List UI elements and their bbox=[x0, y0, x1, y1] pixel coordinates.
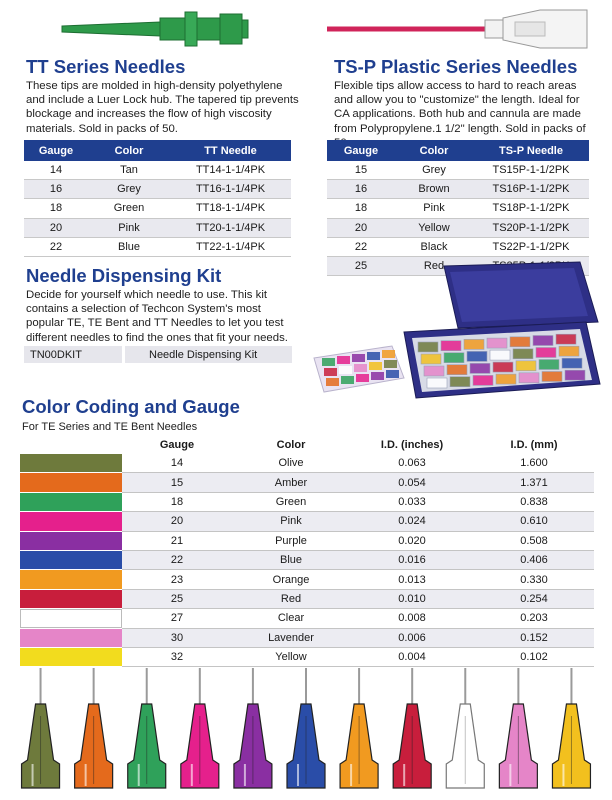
tt-header-color: Color bbox=[88, 140, 170, 161]
table-row bbox=[24, 237, 291, 256]
part-number-cell: TS16P-1-1/2PK bbox=[473, 180, 589, 199]
tt-table bbox=[24, 140, 291, 257]
tsp-header-gauge: Gauge bbox=[327, 140, 395, 161]
needle-illustration bbox=[128, 668, 166, 788]
needle-illustration bbox=[446, 668, 484, 788]
color-swatch bbox=[20, 454, 122, 473]
id-inches-cell: 0.024 bbox=[350, 512, 474, 531]
needle-illustration bbox=[499, 668, 537, 788]
table-row bbox=[20, 589, 594, 608]
gauge-cell: 32 bbox=[122, 647, 232, 666]
color-cell: Yellow bbox=[395, 218, 473, 237]
kit-case-image bbox=[308, 258, 604, 410]
color-cell: Brown bbox=[395, 180, 473, 199]
needle-illustration bbox=[181, 668, 219, 788]
gauge-cell: 18 bbox=[327, 199, 395, 218]
color-swatch bbox=[20, 570, 122, 589]
id-mm-cell: 0.838 bbox=[474, 492, 594, 511]
needle-illustration bbox=[234, 668, 272, 788]
gauge-cell: 22 bbox=[327, 237, 395, 256]
gauge-cell: 20 bbox=[122, 512, 232, 531]
needle-illustration bbox=[287, 668, 325, 788]
color-swatch bbox=[20, 492, 122, 511]
table-row bbox=[24, 161, 291, 180]
id-mm-cell: 0.102 bbox=[474, 647, 594, 666]
id-mm-cell: 0.610 bbox=[474, 512, 594, 531]
table-row bbox=[327, 199, 589, 218]
gauge-cell: 20 bbox=[24, 218, 88, 237]
part-number-cell: TS22P-1-1/2PK bbox=[473, 237, 589, 256]
gauge-cell: 21 bbox=[122, 531, 232, 550]
table-row bbox=[327, 180, 589, 199]
color-coding-title: Color Coding and Gauge bbox=[22, 396, 240, 417]
id-inches-cell: 0.008 bbox=[350, 609, 474, 628]
needle-illustration bbox=[22, 668, 60, 788]
part-number-cell: TS18P-1-1/2PK bbox=[473, 199, 589, 218]
color-swatch bbox=[20, 628, 122, 647]
id-mm-cell: 0.406 bbox=[474, 550, 594, 569]
color-swatch bbox=[20, 512, 122, 531]
kit-table bbox=[24, 346, 292, 363]
color-cell: Grey bbox=[395, 161, 473, 180]
table-row bbox=[24, 180, 291, 199]
id-inches-cell: 0.020 bbox=[350, 531, 474, 550]
needle-illustration bbox=[75, 668, 113, 788]
id-inches-cell: 0.004 bbox=[350, 647, 474, 666]
part-number-cell: TS15P-1-1/2PK bbox=[473, 161, 589, 180]
color-cell: Amber bbox=[232, 473, 350, 492]
gauge-cell: 23 bbox=[122, 570, 232, 589]
tt-description: These tips are molded in high-density polyethylene and include a Luer Lock hub. The tapered tip prevents blockage and increases the flow of high viscosity materials. Sold in packs of 50. bbox=[26, 80, 299, 135]
color-swatch bbox=[20, 589, 122, 608]
table-row bbox=[327, 218, 589, 237]
table-row bbox=[20, 531, 594, 550]
color-swatch bbox=[20, 609, 122, 628]
kit-name-cell: Needle Dispensing Kit bbox=[124, 346, 293, 363]
gauge-cell: 16 bbox=[327, 180, 395, 199]
color-cell: Green bbox=[88, 199, 170, 218]
id-inches-cell: 0.033 bbox=[350, 492, 474, 511]
id-mm-cell: 0.508 bbox=[474, 531, 594, 550]
cc-header-id-mm: I.D. (mm) bbox=[510, 439, 558, 451]
id-mm-cell: 0.254 bbox=[474, 589, 594, 608]
tsp-table bbox=[327, 140, 589, 276]
needle-row bbox=[14, 664, 598, 796]
needle-illustration bbox=[340, 668, 378, 788]
table-row bbox=[24, 199, 291, 218]
kit-part-cell: TN00DKIT bbox=[24, 346, 124, 363]
id-inches-cell: 0.016 bbox=[350, 550, 474, 569]
tsp-title: TS-P Plastic Series Needles bbox=[334, 56, 578, 77]
kit-title: Needle Dispensing Kit bbox=[26, 265, 222, 286]
color-cell: Lavender bbox=[232, 628, 350, 647]
table-row bbox=[20, 512, 594, 531]
color-cell: Blue bbox=[88, 237, 170, 256]
gauge-cell: 25 bbox=[122, 589, 232, 608]
color-cell: Orange bbox=[232, 570, 350, 589]
color-cell: Green bbox=[232, 492, 350, 511]
part-number-cell: TT20-1-1/4PK bbox=[170, 218, 291, 237]
color-swatch bbox=[20, 550, 122, 569]
color-cell: Red bbox=[232, 589, 350, 608]
id-inches-cell: 0.006 bbox=[350, 628, 474, 647]
id-mm-cell: 1.371 bbox=[474, 473, 594, 492]
gauge-cell: 14 bbox=[24, 161, 88, 180]
color-coding-subtitle: For TE Series and TE Bent Needles bbox=[22, 421, 198, 433]
gauge-cell: 15 bbox=[327, 161, 395, 180]
color-cell: Tan bbox=[88, 161, 170, 180]
table-row bbox=[20, 473, 594, 492]
table-row bbox=[327, 237, 589, 256]
table-row bbox=[24, 218, 291, 237]
gauge-cell: 22 bbox=[122, 550, 232, 569]
tt-title: TT Series Needles bbox=[26, 56, 186, 77]
color-swatch bbox=[20, 531, 122, 550]
color-swatch bbox=[20, 473, 122, 492]
part-number-cell: TT22-1-1/4PK bbox=[170, 237, 291, 256]
table-row bbox=[327, 161, 589, 180]
color-cell: Yellow bbox=[232, 647, 350, 666]
table-row bbox=[20, 628, 594, 647]
kit-description: Decide for yourself which needle to use. This kit contains a selection of Techcon System's most popular TE, TE Bent and TT Needles to let you test different needles to find the ones that fit your needs. bbox=[26, 289, 288, 344]
cc-header-id-inches: I.D. (inches) bbox=[380, 439, 444, 451]
color-cell: Pink bbox=[395, 199, 473, 218]
color-cell: Blue bbox=[232, 550, 350, 569]
id-mm-cell: 0.330 bbox=[474, 570, 594, 589]
color-cell: Clear bbox=[232, 609, 350, 628]
cc-header-gauge: Gauge bbox=[159, 439, 195, 451]
gauge-cell: 14 bbox=[122, 454, 232, 473]
tsp-header-needle: TS-P Needle bbox=[473, 140, 589, 161]
table-row bbox=[20, 609, 594, 628]
part-number-cell: TT18-1-1/4PK bbox=[170, 199, 291, 218]
color-cell: Grey bbox=[88, 180, 170, 199]
tsp-description: Flexible tips allow access to hard to reach areas and allow you to "customize" the length. Ideal for CA applications. Both hub and cannula are made from Polypropylene.1 1/2" length. Sold in packs of bbox=[334, 80, 586, 135]
gauge-cell: 16 bbox=[24, 180, 88, 199]
table-row bbox=[24, 346, 292, 363]
needle-illustration bbox=[552, 668, 590, 788]
cc-header-color: Color bbox=[276, 439, 306, 451]
table-row bbox=[20, 492, 594, 511]
table-row bbox=[20, 454, 594, 473]
gauge-cell: 18 bbox=[24, 199, 88, 218]
gauge-cell: 25 bbox=[327, 256, 395, 275]
tsp-header-color: Color bbox=[395, 140, 473, 161]
gauge-cell: 18 bbox=[122, 492, 232, 511]
id-mm-cell: 1.600 bbox=[474, 454, 594, 473]
id-mm-cell: 0.203 bbox=[474, 609, 594, 628]
part-number-cell: TT16-1-1/4PK bbox=[170, 180, 291, 199]
color-cell: Pink bbox=[88, 218, 170, 237]
color-coding-table bbox=[20, 436, 594, 667]
gauge-cell: 30 bbox=[122, 628, 232, 647]
id-inches-cell: 0.013 bbox=[350, 570, 474, 589]
tsp-needle-image bbox=[325, 4, 595, 54]
color-cell: Purple bbox=[232, 531, 350, 550]
table-row bbox=[20, 570, 594, 589]
id-inches-cell: 0.054 bbox=[350, 473, 474, 492]
gauge-cell: 27 bbox=[122, 609, 232, 628]
id-inches-cell: 0.010 bbox=[350, 589, 474, 608]
tt-needle-image bbox=[60, 6, 250, 52]
part-number-cell: TT14-1-1/4PK bbox=[170, 161, 291, 180]
id-inches-cell: 0.063 bbox=[350, 454, 474, 473]
color-cell: Olive bbox=[232, 454, 350, 473]
needle-illustration bbox=[393, 668, 431, 788]
gauge-cell: 15 bbox=[122, 473, 232, 492]
table-row bbox=[20, 550, 594, 569]
gauge-cell: 20 bbox=[327, 218, 395, 237]
id-mm-cell: 0.152 bbox=[474, 628, 594, 647]
gauge-cell: 22 bbox=[24, 237, 88, 256]
color-cell: Pink bbox=[232, 512, 350, 531]
color-cell: Red bbox=[395, 256, 473, 275]
color-cell: Black bbox=[395, 237, 473, 256]
part-number-cell: TS20P-1-1/2PK bbox=[473, 218, 589, 237]
tt-header-gauge: Gauge bbox=[24, 140, 88, 161]
tt-header-needle: TT Needle bbox=[170, 140, 291, 161]
